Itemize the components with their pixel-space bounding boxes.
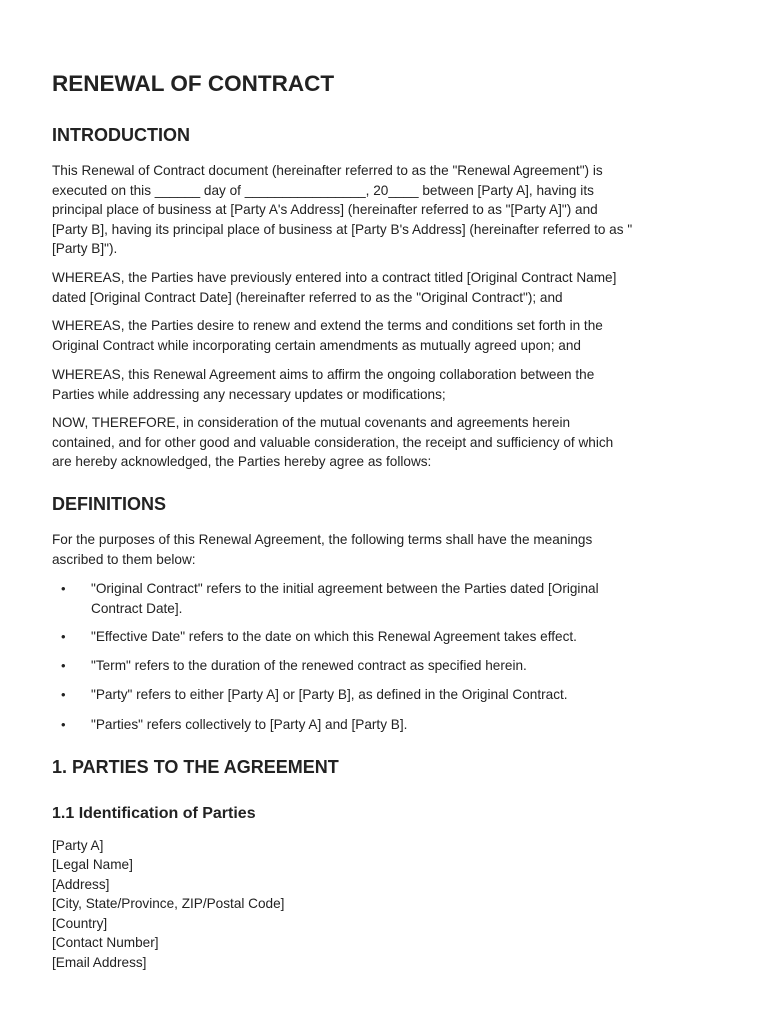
intro-paragraph-1	[52, 161, 724, 259]
definitions-heading: DEFINITIONS	[52, 494, 167, 514]
bullet-icon: •	[61, 629, 66, 644]
definition-text: "Original Contract" refers to the initial agreement between the Parties dated [Original Contract Date].	[91, 581, 599, 616]
party-a-label: [Party A]	[52, 838, 104, 853]
text-line: This Renewal of Contract document (hereinafter referred to as the "Renewal Agreement") is	[52, 163, 603, 178]
section-1-heading: 1. PARTIES TO THE AGREEMENT	[52, 757, 339, 777]
intro-paragraph-3	[52, 316, 724, 355]
definition-text: "Parties" refers collectively to [Party A] and [Party B].	[91, 717, 408, 732]
text-line: Original Contract while incorporating certain amendments as mutually agreed upon; and	[52, 337, 581, 353]
intro-paragraph-5	[52, 413, 724, 472]
definition-text: "Term" refers to the duration of the renewed contract as specified herein.	[91, 658, 527, 673]
text-line: WHEREAS, the Parties desire to renew and extend the terms and conditions set forth in the	[52, 318, 603, 333]
text-line: contained, and for other good and valuable consideration, the receipt and sufficiency of which	[52, 434, 614, 450]
definition-text: "Party" refers to either [Party A] or [Party B], as defined in the Original Contract.	[91, 687, 568, 702]
bullet-icon: •	[61, 581, 66, 596]
text-line: principal place of business at [Party A's Address] (hereinafter referred to as "[Party A]") and	[52, 202, 598, 217]
text-line: For the purposes of this Renewal Agreement, the following terms shall have the meanings	[52, 532, 593, 547]
contact-number-field: [Contact Number]	[52, 935, 159, 950]
text-line: ascribed to them below:	[52, 551, 196, 567]
text-line: WHEREAS, the Parties have previously entered into a contract titled [Original Contract Name]	[52, 270, 617, 285]
bullet-icon: •	[61, 687, 66, 702]
section-1-1-heading: 1.1 Identification of Parties	[52, 805, 256, 822]
country-field: [Country]	[52, 916, 108, 931]
city-state-zip-field: [City, State/Province, ZIP/Postal Code]	[52, 896, 285, 911]
legal-name-field: [Legal Name]	[52, 857, 133, 872]
introduction-heading: INTRODUCTION	[52, 125, 190, 145]
intro-paragraph-2	[52, 268, 724, 307]
text-line: [Party B], having its principal place of business at [Party B's Address] (hereinafter referred to as "	[52, 221, 633, 237]
definitions-intro	[52, 530, 724, 569]
bullet-icon: •	[61, 717, 66, 732]
text-line: are hereby acknowledged, the Parties hereby agree as follows:	[52, 454, 432, 469]
text-line: NOW, THEREFORE, in consideration of the mutual covenants and agreements herein	[52, 415, 571, 430]
document-title: RENEWAL OF CONTRACT	[52, 71, 335, 96]
definition-text: "Effective Date" refers to the date on which this Renewal Agreement takes effect.	[91, 629, 577, 644]
text-line: dated [Original Contract Date] (hereinafter referred to as the "Original Contract"); and	[52, 289, 563, 305]
bullet-icon: •	[61, 658, 66, 673]
intro-paragraph-4	[52, 365, 724, 404]
text-line: [Party B]").	[52, 241, 118, 256]
text-line: Parties while addressing any necessary updates or modifications;	[52, 386, 446, 402]
text-line: executed on this ______ day of ________________, 20____ between [Party A], having its	[52, 182, 594, 198]
address-field: [Address]	[52, 877, 110, 892]
text-line: WHEREAS, this Renewal Agreement aims to affirm the ongoing collaboration between the	[52, 367, 595, 382]
email-address-field: [Email Address]	[52, 955, 147, 970]
